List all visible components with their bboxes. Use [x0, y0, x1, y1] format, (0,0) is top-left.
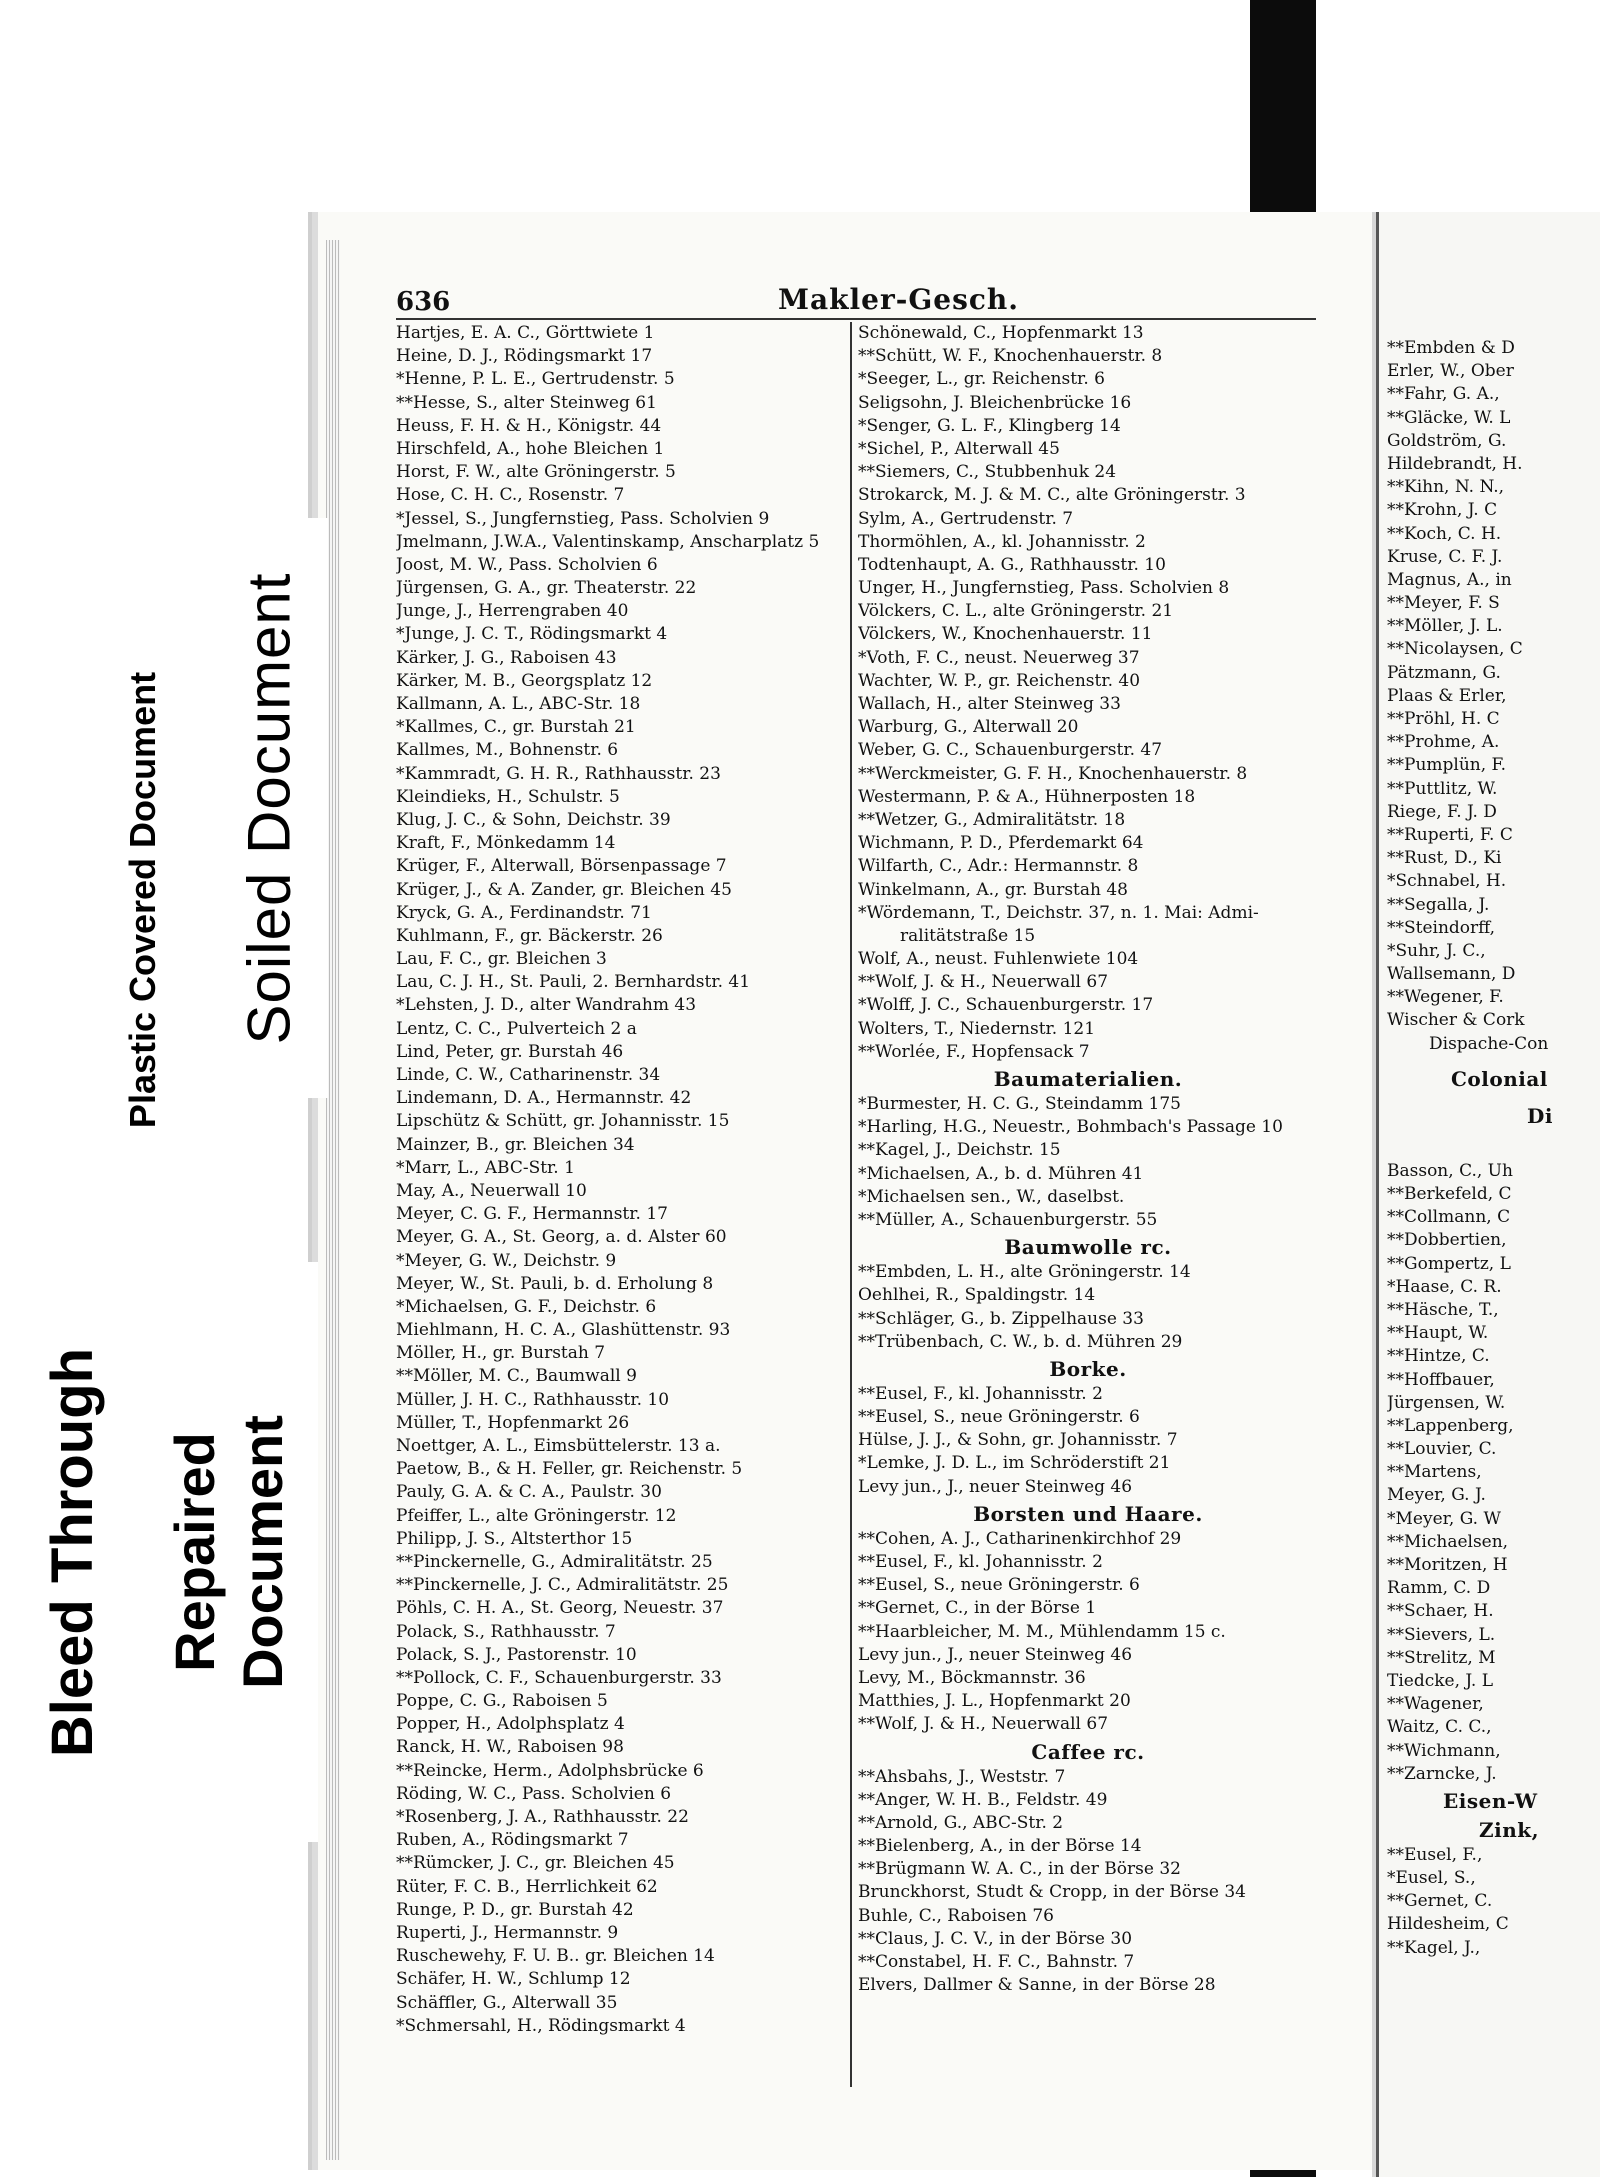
directory-entry: Matthies, J. L., Hopfenmarkt 20: [858, 1691, 1131, 1712]
directory-entry: **Sievers, L.: [1387, 1624, 1496, 1645]
directory-entry: Wolf, A., neust. Fuhlenwiete 104: [858, 949, 1139, 970]
directory-entry: Ruben, A., Rödingsmarkt 7: [396, 1830, 629, 1851]
directory-entry: **Schaer, H.: [1387, 1601, 1494, 1622]
directory-entry: Heuss, F. H. & H., Königstr. 44: [396, 415, 662, 436]
directory-entry: *Senger, G. L. F., Klingberg 14: [858, 415, 1121, 436]
directory-entry: *Michaelsen sen., W., daselbst.: [858, 1186, 1125, 1207]
directory-entry: **Dobbertien,: [1387, 1230, 1507, 1251]
label-bleed-through: [12, 1262, 134, 1842]
directory-entry: Lau, F. C., gr. Bleichen 3: [396, 949, 607, 970]
directory-entry: ralitätstraße 15: [900, 925, 1036, 946]
directory-entry: Heine, D. J., Rödingsmarkt 17: [396, 346, 653, 367]
running-head: Makler-Gesch.: [778, 283, 1020, 316]
column-middle: [858, 322, 1318, 1997]
label-plastic-text: Plastic Covered Document: [122, 671, 164, 1129]
directory-entry: Krüger, F., Alterwall, Börsenpassage 7: [396, 856, 727, 877]
directory-entry: Basson, C., Uh: [1387, 1160, 1513, 1181]
directory-entry: Runge, P. D., gr. Burstah 42: [396, 1899, 634, 1920]
directory-entry: **Trübenbach, C. W., b. d. Mühren 29: [858, 1331, 1183, 1352]
directory-entry: **Worlée, F., Hopfensack 7: [858, 1041, 1090, 1062]
directory-entry: **Möller, J. L.: [1387, 616, 1503, 637]
directory-entry: Hildebrandt, H.: [1387, 453, 1523, 474]
directory-entry: **Cohen, A. J., Catharinenkirchhof 29: [858, 1528, 1182, 1549]
directory-entry: Rüter, F. C. B., Herrlichkeit 62: [396, 1876, 658, 1897]
directory-entry: Mainzer, B., gr. Bleichen 34: [396, 1134, 635, 1155]
label-plastic-covered: [98, 595, 188, 1205]
column-left: [396, 322, 848, 2038]
directory-entry: Völckers, C. L., alte Gröningerstr. 21: [858, 601, 1174, 622]
directory-entry: *Michaelsen, G. F., Deichstr. 6: [396, 1296, 657, 1317]
directory-entry: May, A., Neuerwall 10: [396, 1180, 587, 1201]
directory-entry: Pfeiffer, L., alte Gröningerstr. 12: [396, 1505, 677, 1526]
directory-entry: Meyer, G. A., St. Georg, a. d. Alster 60: [396, 1227, 727, 1248]
directory-entry: **Rust, D., Ki: [1387, 848, 1502, 869]
directory-entry: **Lappenberg,: [1387, 1415, 1514, 1436]
directory-entry: Seligsohn, J. Bleichenbrücke 16: [858, 392, 1132, 413]
directory-entry: **Häsche, T.,: [1387, 1299, 1499, 1320]
directory-entry: **Nicolaysen, C: [1387, 639, 1523, 660]
directory-entry: Meyer, G. J.: [1387, 1485, 1486, 1506]
directory-entry: Brunckhorst, Studt & Cropp, in der Börse 34: [858, 1882, 1246, 1903]
directory-entry: **Eusel, F., kl. Johannisstr. 2: [858, 1383, 1103, 1404]
directory-entry: Kleindieks, H., Schulstr. 5: [396, 786, 620, 807]
directory-entry: **Bielenberg, A., in der Börse 14: [858, 1836, 1142, 1857]
directory-entry: Unger, H., Jungfernstieg, Pass. Scholvien 8: [858, 578, 1230, 599]
directory-entry: Hose, C. H. C., Rosenstr. 7: [396, 485, 625, 506]
directory-entry: Polack, S. J., Pastorenstr. 10: [396, 1644, 637, 1665]
directory-entry: Thormöhlen, A., kl. Johannisstr. 2: [858, 531, 1146, 552]
directory-entry: **Eusel, F., kl. Johannisstr. 2: [858, 1552, 1103, 1572]
directory-entry: **Constabel, H. F. C., Bahnstr. 7: [858, 1952, 1135, 1972]
directory-entry: Kruse, C. F. J.: [1387, 546, 1503, 567]
directory-entry: Müller, J. H. C., Rathhausstr. 10: [396, 1389, 670, 1410]
directory-entry: *Burmester, H. C. G., Steindamm 175: [858, 1094, 1181, 1114]
directory-entry: **Kagel, J., Deichstr. 15: [858, 1140, 1061, 1161]
directory-entry: Buhle, C., Raboisen 76: [858, 1905, 1054, 1926]
directory-entry: **Werckmeister, G. F. H., Knochenhauerstr. 8: [858, 763, 1248, 784]
directory-entry: Schäfer, H. W., Schlump 12: [396, 1969, 631, 1990]
directory-entry: *Haase, C. R.: [1387, 1276, 1502, 1297]
directory-entry: **Haarbleicher, M. M., Mühlendamm 15 c.: [858, 1621, 1226, 1642]
directory-entry: **Michaelsen,: [1387, 1531, 1509, 1552]
directory-entry: Levy, M., Böckmannstr. 36: [858, 1667, 1086, 1688]
directory-entry: **Ruperti, F. C: [1387, 824, 1513, 845]
directory-entry: Magnus, A., in: [1387, 569, 1512, 590]
directory-entry: *Lemke, J. D. L., im Schröderstift 21: [858, 1453, 1171, 1474]
label-repaired-line2: Document: [231, 1415, 295, 1689]
directory-entry: Wilfarth, C., Adr.: Hermannstr. 8: [858, 856, 1139, 877]
directory-entry: *Henne, P. L. E., Gertrudenstr. 5: [396, 369, 675, 390]
directory-entry: *Rosenberg, J. A., Rathhausstr. 22: [396, 1807, 689, 1827]
directory-entry: **Embden & D: [1387, 338, 1515, 358]
directory-entry: **Möller, M. C., Baumwall 9: [396, 1366, 637, 1387]
directory-entry: Lind, Peter, gr. Burstah 46: [396, 1041, 624, 1062]
directory-entry: Ramm, C. D: [1387, 1578, 1491, 1599]
directory-entry: Pöhls, C. H. A., St. Georg, Neuestr. 37: [396, 1598, 724, 1619]
directory-entry: Levy jun., J., neuer Steinweg 46: [858, 1644, 1133, 1665]
directory-entry: Schäffler, G., Alterwall 35: [396, 1992, 618, 2013]
directory-entry: Philipp, J. S., Altsterthor 15: [396, 1528, 633, 1549]
right-page-column: [1387, 337, 1600, 1960]
directory-entry: *Wördemann, T., Deichstr. 37, n. 1. Mai: Admi-: [858, 902, 1259, 923]
directory-entry: *Kallmes, C., gr. Burstah 21: [396, 717, 636, 738]
section-heading-colonial: Colonial: [1451, 1066, 1548, 1091]
directory-entry: *Sichel, P., Alterwall 45: [858, 438, 1060, 459]
directory-entry: Völckers, W., Knochenhauerstr. 11: [858, 624, 1153, 645]
directory-entry: Meyer, W., St. Pauli, b. d. Erholung 8: [396, 1273, 714, 1294]
directory-entry: Todtenhaupt, A. G., Rathhausstr. 10: [858, 554, 1166, 575]
directory-entry: **Steindorff,: [1387, 917, 1496, 938]
directory-entry: **Siemers, C., Stubbenhuk 24: [858, 462, 1117, 483]
section-heading-zink: Zink,: [1479, 1817, 1540, 1842]
directory-entry: Dispache-Con: [1429, 1033, 1549, 1054]
section-heading: Borke.: [1049, 1356, 1127, 1381]
label-soiled-text: Soiled Document: [235, 572, 303, 1044]
directory-entry: Westermann, P. & A., Hühnerposten 18: [858, 786, 1196, 807]
directory-entry: Kallmann, A. L., ABC-Str. 18: [396, 694, 641, 714]
directory-entry: Horst, F. W., alte Gröningerstr. 5: [396, 462, 676, 483]
directory-entry: Paetow, B., & H. Feller, gr. Reichenstr. 5: [396, 1459, 743, 1480]
directory-entry: Goldström, G.: [1387, 430, 1507, 451]
label-repaired: [140, 1262, 318, 1842]
directory-entry: *Voth, F. C., neust. Neuerweg 37: [858, 647, 1140, 668]
directory-entry: Oehlhei, R., Spaldingstr. 14: [858, 1285, 1096, 1306]
label-soiled: [210, 518, 328, 1098]
directory-entry: Wallsemann, D: [1387, 964, 1516, 985]
directory-entry: Hülse, J. J., & Sohn, gr. Johannisstr. 7: [858, 1430, 1178, 1451]
directory-entry: *Wolff, J. C., Schauenburgerstr. 17: [858, 995, 1154, 1016]
right-page: [1376, 212, 1600, 2177]
directory-entry: **Berkefeld, C: [1387, 1184, 1512, 1204]
directory-entry: **Puttlitz, W.: [1387, 778, 1498, 799]
directory-entry: Hartjes, E. A. C., Görttwiete 1: [396, 323, 655, 343]
directory-entry: Klug, J. C., & Sohn, Deichstr. 39: [396, 809, 671, 830]
directory-entry: Levy jun., J., neuer Steinweg 46: [858, 1476, 1133, 1497]
directory-entry: *Michaelsen, A., b. d. Mühren 41: [858, 1163, 1144, 1184]
directory-entry: **Wolf, J. & H., Neuerwall 67: [858, 1714, 1109, 1735]
directory-entry: Weber, G. C., Schauenburgerstr. 47: [858, 740, 1163, 761]
section-heading: Baumaterialien.: [993, 1067, 1183, 1091]
directory-entry: *Jessel, S., Jungfernstieg, Pass. Scholvien 9: [396, 508, 770, 529]
directory-entry: *Seeger, L., gr. Reichenstr. 6: [858, 369, 1105, 390]
page-edges: [326, 240, 340, 2160]
directory-entry: **Zarncke, J.: [1387, 1763, 1497, 1784]
directory-entry: Kärker, J. G., Raboisen 43: [396, 647, 617, 668]
directory-entry: Sylm, A., Gertrudenstr. 7: [858, 508, 1074, 529]
directory-entry: Kallmes, M., Bohnenstr. 6: [396, 740, 619, 761]
directory-entry: Jmelmann, J.W.A., Valentinskamp, Anscharplatz 5: [396, 531, 820, 552]
directory-entry: **Collmann, C: [1387, 1207, 1511, 1228]
directory-entry: **Wolf, J. & H., Neuerwall 67: [858, 972, 1109, 993]
directory-entry: Wischer & Cork: [1387, 1010, 1525, 1031]
label-repaired-text: [161, 1415, 297, 1689]
section-heading: Baumwolle rc.: [1004, 1235, 1172, 1260]
directory-entry: Pauly, G. A. & C. A., Paulstr. 30: [396, 1482, 662, 1503]
header-rule: [396, 318, 1316, 320]
directory-entry: **Louvier, C.: [1387, 1439, 1497, 1460]
directory-entry: Waitz, C. C.,: [1387, 1717, 1492, 1738]
directory-entry: *Schmersahl, H., Rödingsmarkt 4: [396, 2015, 686, 2036]
directory-entry: **Gläcke, W. L: [1387, 407, 1511, 428]
directory-entry: Meyer, C. G. F., Hermannstr. 17: [396, 1204, 668, 1225]
directory-entry: **Eusel, S., neue Gröningerstr. 6: [858, 1575, 1140, 1596]
directory-entry: **Pollock, C. F., Schauenburgerstr. 33: [396, 1667, 722, 1688]
directory-entry: Polack, S., Rathhausstr. 7: [396, 1621, 616, 1642]
directory-entry: **Arnold, G., ABC-Str. 2: [858, 1812, 1064, 1833]
directory-entry: **Strelitz, M: [1387, 1647, 1496, 1668]
directory-entry: **Gernet, C., in der Börse 1: [858, 1598, 1097, 1619]
directory-entry: **Martens,: [1387, 1462, 1482, 1483]
directory-entry: Ranck, H. W., Raboisen 98: [396, 1737, 624, 1758]
directory-entry: Junge, J., Herrengraben 40: [396, 601, 629, 622]
directory-entry: Joost, M. W., Pass. Scholvien 6: [396, 554, 658, 575]
directory-entry: *Schnabel, H.: [1387, 871, 1507, 892]
directory-entry: **Schütt, W. F., Knochenhauerstr. 8: [858, 346, 1163, 367]
directory-entry: **Claus, J. C. V., in der Börse 30: [858, 1928, 1133, 1949]
directory-entry: Miehlmann, H. C. A., Glashüttenstr. 93: [396, 1320, 731, 1341]
directory-entry: *Marr, L., ABC-Str. 1: [396, 1157, 575, 1178]
directory-entry: Wallach, H., alter Steinweg 33: [858, 694, 1121, 714]
directory-entry: **Müller, A., Schauenburgerstr. 55: [858, 1209, 1158, 1230]
section-heading-eisen: Eisen-W: [1443, 1788, 1538, 1813]
directory-entry: *Junge, J. C. T., Rödingsmarkt 4: [396, 624, 668, 645]
directory-entry: Lentz, C. C., Pulverteich 2 a: [396, 1018, 637, 1039]
directory-entry: Schönewald, C., Hopfenmarkt 13: [858, 323, 1144, 343]
directory-entry: **Eusel, F.,: [1387, 1844, 1483, 1865]
directory-entry: Noettger, A. L., Eimsbüttelerstr. 13 a.: [396, 1436, 721, 1456]
directory-entry: Müller, T., Hopfenmarkt 26: [396, 1412, 630, 1433]
directory-entry: Poppe, C. G., Raboisen 5: [396, 1691, 608, 1712]
directory-entry: **Reincke, Herm., Adolphsbrücke 6: [396, 1760, 704, 1781]
directory-entry: **Moritzen, H: [1387, 1555, 1508, 1575]
directory-entry: Riege, F. J. D: [1387, 801, 1497, 822]
section-heading: Borsten und Haare.: [973, 1501, 1203, 1526]
directory-entry: Krüger, J., & A. Zander, gr. Bleichen 45: [396, 879, 732, 900]
directory-entry: **Schläger, G., b. Zippelhause 33: [858, 1308, 1144, 1329]
label-bleed-text: Bleed Through: [40, 1347, 106, 1757]
directory-entry: **Fahr, G. A.,: [1387, 384, 1500, 405]
directory-entry: Popper, H., Adolphsplatz 4: [396, 1714, 625, 1735]
directory-entry: **Wichmann,: [1387, 1740, 1501, 1761]
directory-entry: **Hesse, S., alter Steinweg 61: [396, 392, 657, 413]
directory-entry: *Meyer, G. W., Deichstr. 9: [396, 1250, 617, 1271]
directory-entry: Erler, W., Ober: [1387, 361, 1514, 382]
directory-entry: **Krohn, J. C: [1387, 500, 1498, 521]
directory-entry: Kärker, M. B., Georgsplatz 12: [396, 670, 653, 691]
directory-entry: **Pröhl, H. C: [1387, 709, 1500, 729]
directory-entry: **Prohme, A.: [1387, 732, 1500, 753]
directory-entry: **Kagel, J.,: [1387, 1937, 1481, 1958]
directory-entry: **Wagener,: [1387, 1694, 1484, 1715]
directory-entry: **Gernet, C.: [1387, 1891, 1493, 1912]
directory-entry: Tiedcke, J. L: [1387, 1670, 1494, 1691]
section-heading: Caffee rc.: [1031, 1739, 1145, 1764]
directory-entry: **Wetzer, G., Admiralitätstr. 18: [858, 809, 1126, 830]
directory-entry: Jürgensen, G. A., gr. Theaterstr. 22: [396, 578, 697, 599]
directory-entry: Wachter, W. P., gr. Reichenstr. 40: [858, 670, 1141, 691]
directory-entry: Kuhlmann, F., gr. Bäckerstr. 26: [396, 925, 663, 946]
directory-entry: **Eusel, S., neue Gröningerstr. 6: [858, 1407, 1140, 1428]
directory-entry: **Koch, C. H.: [1387, 523, 1502, 544]
directory-entry: Möller, H., gr. Burstah 7: [396, 1343, 606, 1364]
directory-entry: Strokarck, M. J. & M. C., alte Gröningerstr. 3: [858, 485, 1246, 506]
directory-entry: Elvers, Dallmer & Sanne, in der Börse 28: [858, 1975, 1216, 1996]
section-heading-di: Di: [1527, 1103, 1553, 1128]
directory-entry: Plaas & Erler,: [1387, 685, 1507, 706]
directory-entry: Röding, W. C., Pass. Scholvien 6: [396, 1783, 672, 1804]
directory-entry: **Wegener, F.: [1387, 987, 1504, 1008]
directory-entry: *Suhr, J. C.,: [1387, 940, 1486, 961]
directory-entry: *Harling, H.G., Neuestr., Bohmbach's Passage 10: [858, 1117, 1283, 1138]
directory-entry: **Gompertz, L: [1387, 1253, 1511, 1274]
directory-entry: Kraft, F., Mönkedamm 14: [396, 833, 616, 854]
directory-entry: **Segalla, J.: [1387, 894, 1490, 915]
directory-entry: **Kihn, N. N.,: [1387, 477, 1505, 498]
directory-entry: **Anger, W. H. B., Feldstr. 49: [858, 1789, 1108, 1810]
directory-entry: Pätzmann, G.: [1387, 662, 1501, 683]
directory-entry: **Ahsbahs, J., Weststr. 7: [858, 1766, 1066, 1787]
column-divider: [850, 322, 852, 2087]
directory-entry: **Rümcker, J. C., gr. Bleichen 45: [396, 1853, 675, 1874]
directory-entry: Lindemann, D. A., Hermannstr. 42: [396, 1088, 692, 1109]
directory-entry: **Hintze, C.: [1387, 1346, 1490, 1367]
directory-entry: Ruperti, J., Hermannstr. 9: [396, 1922, 619, 1943]
directory-entry: **Pinckernelle, G., Admiralitätstr. 25: [396, 1551, 713, 1572]
directory-entry: **Haupt, W.: [1387, 1323, 1489, 1344]
directory-entry: **Meyer, F. S: [1387, 593, 1500, 614]
directory-entry: Lipschütz & Schütt, gr. Johannisstr. 15: [396, 1111, 730, 1132]
directory-entry: *Eusel, S.,: [1387, 1868, 1476, 1889]
directory-entry: Wolters, T., Niedernstr. 121: [858, 1018, 1096, 1039]
directory-entry: *Kammradt, G. H. R., Rathhausstr. 23: [396, 763, 721, 784]
directory-entry: **Pumplün, F.: [1387, 755, 1507, 776]
directory-entry: **Brügmann W. A. C., in der Börse 32: [858, 1859, 1181, 1880]
directory-entry: Lau, C. J. H., St. Pauli, 2. Bernhardstr. 41: [396, 972, 751, 993]
directory-entry: Jürgensen, W.: [1387, 1392, 1506, 1413]
directory-entry: Ruschewehy, F. U. B.. gr. Bleichen 14: [396, 1946, 715, 1967]
directory-entry: **Embden, L. H., alte Gröningerstr. 14: [858, 1262, 1191, 1283]
page-number: 636: [396, 287, 451, 317]
directory-entry: *Lehsten, J. D., alter Wandrahm 43: [396, 995, 697, 1016]
directory-entry: Warburg, G., Alterwall 20: [858, 717, 1079, 738]
directory-entry: Wichmann, P. D., Pferdemarkt 64: [858, 833, 1144, 854]
directory-entry: Kryck, G. A., Ferdinandstr. 71: [396, 902, 652, 923]
label-repaired-line1: Repaired: [163, 1432, 227, 1672]
directory-entry: Winkelmann, A., gr. Burstah 48: [858, 879, 1128, 900]
directory-entry: Hildesheim, C: [1387, 1914, 1509, 1935]
directory-entry: Linde, C. W., Catharinenstr. 34: [396, 1065, 661, 1085]
directory-entry: Hirschfeld, A., hohe Bleichen 1: [396, 438, 665, 459]
directory-entry: **Pinckernelle, J. C., Admiralitätstr. 25: [396, 1575, 729, 1596]
directory-entry: **Hoffbauer,: [1387, 1369, 1495, 1390]
directory-entry: *Meyer, G. W: [1387, 1508, 1501, 1529]
